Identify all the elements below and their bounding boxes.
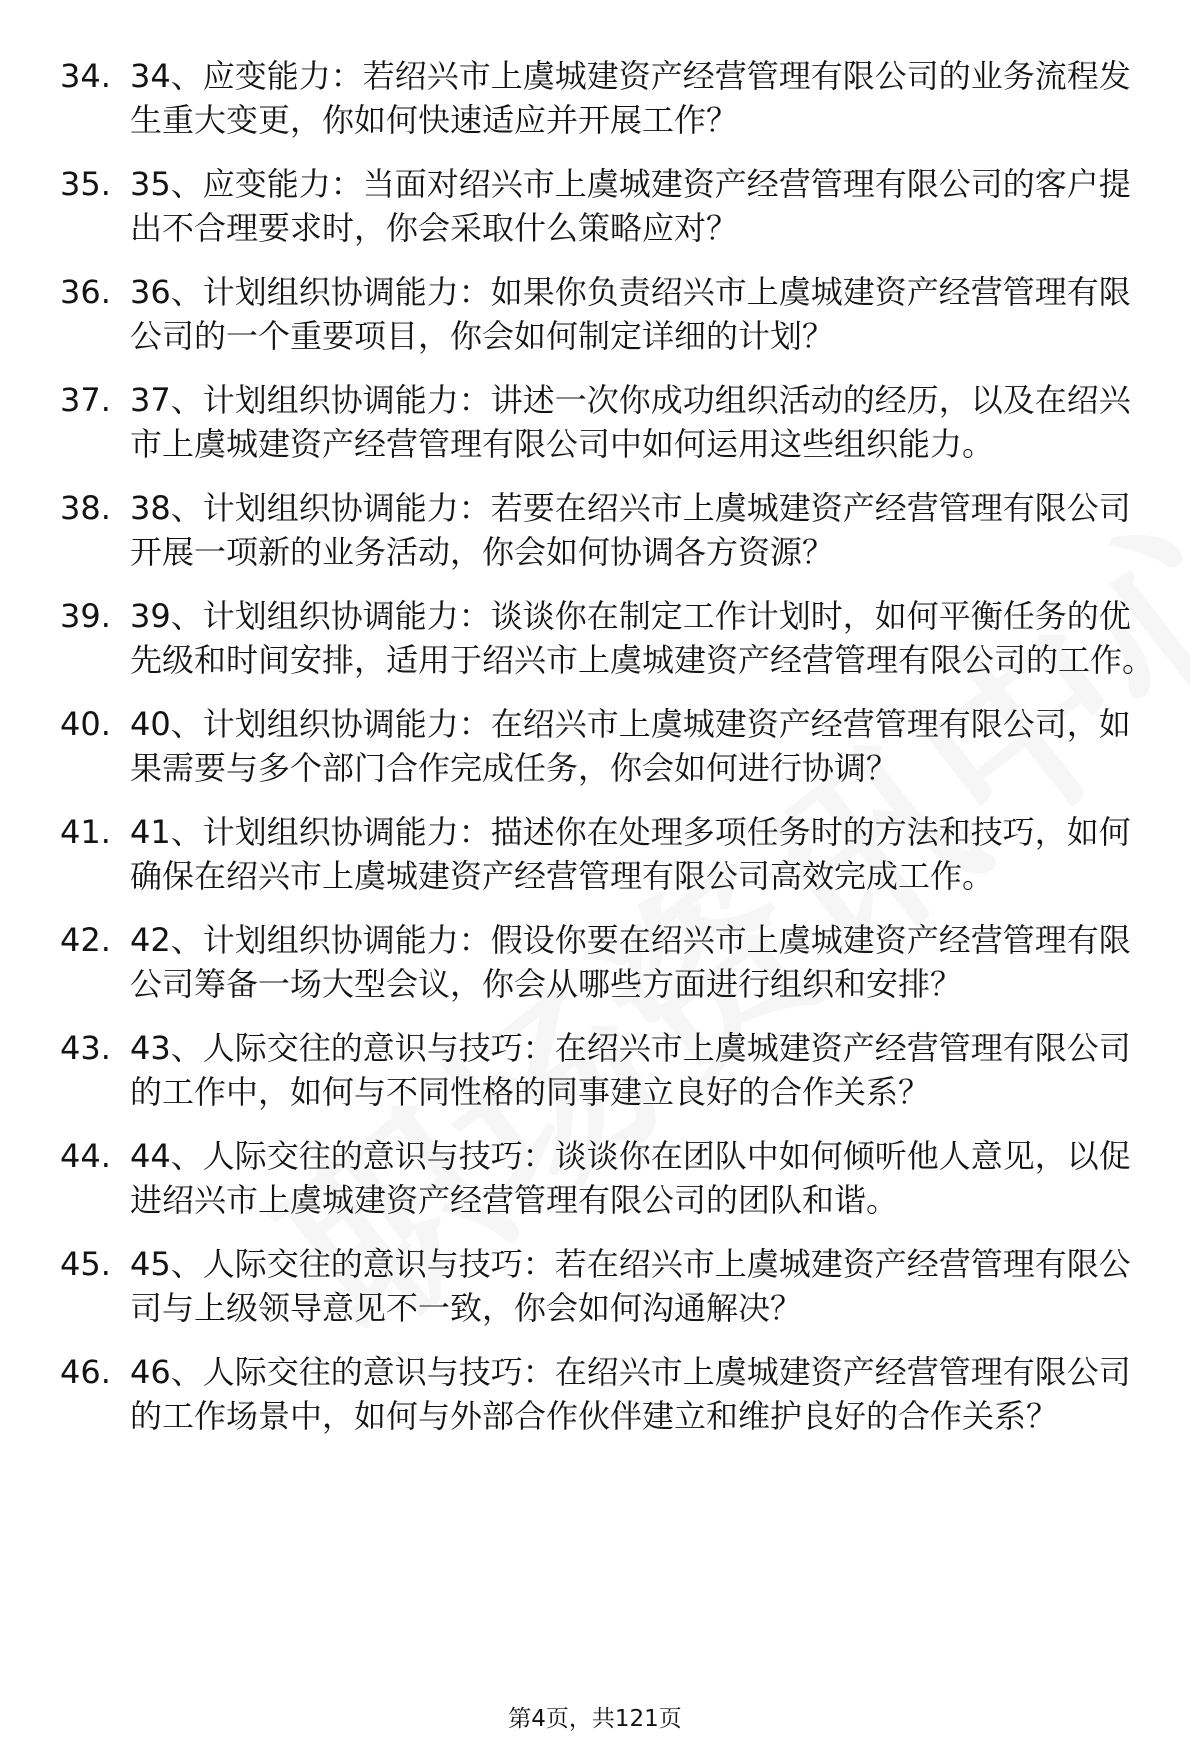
item-number: 40. (60, 705, 111, 743)
item-number: 35. (60, 165, 111, 203)
item-number: 34. (60, 57, 111, 95)
item-number: 36. (60, 273, 111, 311)
question-list (60, 54, 1160, 1458)
list-item (60, 486, 1160, 574)
item-text: 40、计划组织协调能力：在绍兴市上虞城建资产经营管理有限公司，如果需要与多个部门合作完成任务，你会如何进行协调？ (130, 705, 1131, 787)
item-text: 39、计划组织协调能力：谈谈你在制定工作计划时，如何平衡任务的优先级和时间安排，适用于绍兴市上虞城建资产经营管理有限公司的工作。 (130, 597, 1155, 679)
item-number: 45. (60, 1245, 111, 1283)
item-text: 38、计划组织协调能力：若要在绍兴市上虞城建资产经营管理有限公司开展一项新的业务活动，你会如何协调各方资源？ (130, 489, 1131, 571)
list-item (60, 810, 1160, 898)
list-item (60, 1134, 1160, 1222)
list-item (60, 1242, 1160, 1330)
list-item (60, 54, 1160, 142)
item-text: 45、人际交往的意识与技巧：若在绍兴市上虞城建资产经营管理有限公司与上级领导意见不一致，你会如何沟通解决？ (130, 1245, 1131, 1327)
list-item (60, 1350, 1160, 1438)
item-text: 42、计划组织协调能力：假设你要在绍兴市上虞城建资产经营管理有限公司筹备一场大型会议，你会从哪些方面进行组织和安排？ (130, 921, 1131, 1003)
item-number: 46. (60, 1353, 111, 1391)
item-text: 35、应变能力：当面对绍兴市上虞城建资产经营管理有限公司的客户提出不合理要求时，你会采取什么策略应对？ (130, 165, 1131, 247)
item-number: 37. (60, 381, 111, 419)
item-number: 38. (60, 489, 111, 527)
item-text: 44、人际交往的意识与技巧：谈谈你在团队中如何倾听他人意见，以促进绍兴市上虞城建资产经营管理有限公司的团队和谐。 (130, 1137, 1131, 1219)
item-number: 41. (60, 813, 111, 851)
list-item (60, 702, 1160, 790)
item-text: 37、计划组织协调能力：讲述一次你成功组织活动的经历，以及在绍兴市上虞城建资产经营管理有限公司中如何运用这些组织能力。 (130, 381, 1131, 463)
item-number: 42. (60, 921, 111, 959)
list-item (60, 162, 1160, 250)
list-item (60, 594, 1160, 682)
item-text: 34、应变能力：若绍兴市上虞城建资产经营管理有限公司的业务流程发生重大变更，你如何快速适应并开展工作？ (130, 57, 1131, 139)
list-item (60, 378, 1160, 466)
item-number: 44. (60, 1137, 111, 1175)
list-item (60, 918, 1160, 1006)
item-text: 41、计划组织协调能力：描述你在处理多项任务时的方法和技巧，如何确保在绍兴市上虞城建资产经营管理有限公司高效完成工作。 (130, 813, 1131, 895)
item-text: 46、人际交往的意识与技巧：在绍兴市上虞城建资产经营管理有限公司的工作场景中，如何与外部合作伙伴建立和维护良好的合作关系？ (130, 1353, 1131, 1435)
list-item (60, 270, 1160, 358)
page-footer: 第4页，共121页 (508, 1706, 682, 1732)
item-number: 39. (60, 597, 111, 635)
list-item (60, 1026, 1160, 1114)
item-text: 36、计划组织协调能力：如果你负责绍兴市上虞城建资产经营管理有限公司的一个重要项目，你会如何制定详细的计划？ (130, 273, 1131, 355)
item-text: 43、人际交往的意识与技巧：在绍兴市上虞城建资产经营管理有限公司的工作中，如何与不同性格的同事建立良好的合作关系？ (130, 1029, 1131, 1111)
item-number: 43. (60, 1029, 111, 1067)
